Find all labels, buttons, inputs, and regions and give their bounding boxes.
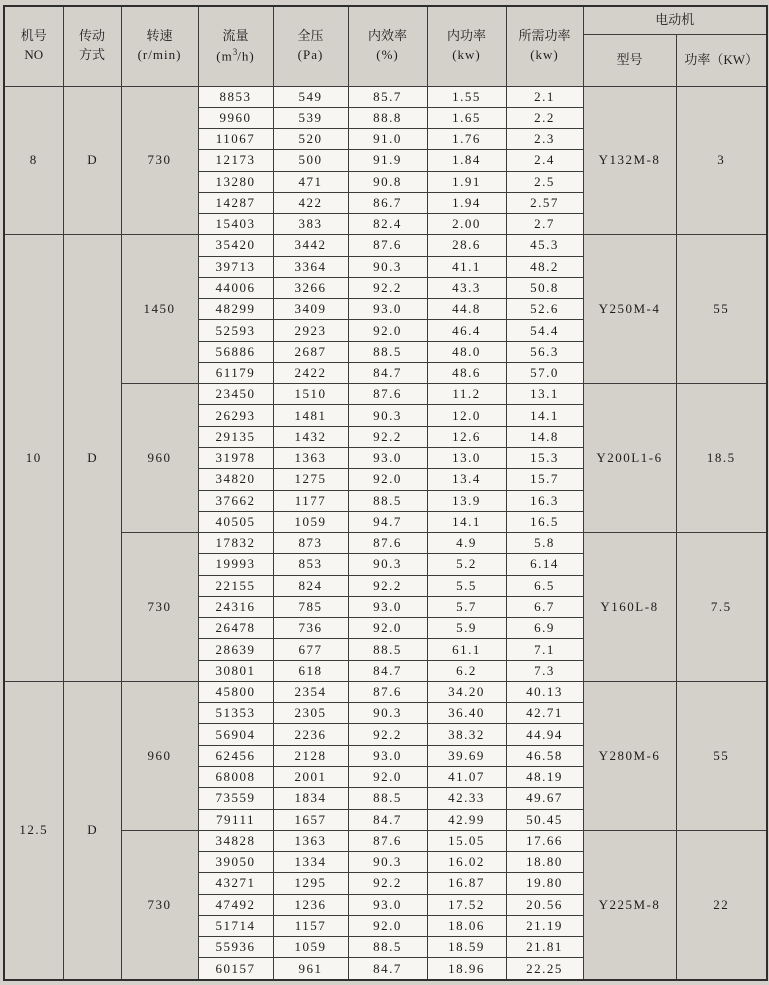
required-power-cell: 42.71	[506, 703, 583, 724]
header-drive	[63, 6, 121, 86]
header-row-top	[4, 6, 767, 34]
flow-cell: 28639	[198, 639, 273, 660]
required-power-cell: 2.7	[506, 214, 583, 235]
internal-power-cell: 43.3	[427, 277, 506, 298]
internal-power-cell: 1.91	[427, 171, 506, 192]
pressure-cell: 1657	[273, 809, 348, 830]
required-power-cell: 52.6	[506, 299, 583, 320]
efficiency-cell: 93.0	[348, 745, 427, 766]
required-power-cell: 21.19	[506, 915, 583, 936]
pressure-cell: 853	[273, 554, 348, 575]
flow-cell: 26293	[198, 405, 273, 426]
header-machine-no	[4, 6, 63, 86]
flow-cell: 51353	[198, 703, 273, 724]
efficiency-cell: 87.6	[348, 533, 427, 554]
motor-power-cell: 55	[676, 235, 767, 384]
efficiency-cell: 86.7	[348, 192, 427, 213]
efficiency-cell: 88.5	[348, 490, 427, 511]
motor-model-cell: Y160L-8	[583, 533, 676, 682]
pressure-cell: 2001	[273, 767, 348, 788]
efficiency-cell: 92.2	[348, 873, 427, 894]
required-power-cell: 54.4	[506, 320, 583, 341]
efficiency-cell: 92.2	[348, 277, 427, 298]
pressure-cell: 471	[273, 171, 348, 192]
speed-cell: 730	[121, 533, 198, 682]
header-flow-unit-prefix: (m	[216, 47, 233, 63]
internal-power-cell: 13.9	[427, 490, 506, 511]
drive-cell: D	[63, 86, 121, 235]
pressure-cell: 1363	[273, 448, 348, 469]
required-power-cell: 18.80	[506, 852, 583, 873]
header-flow-line1: 流量	[222, 27, 249, 43]
speed-cell: 730	[121, 830, 198, 980]
motor-power-cell: 22	[676, 830, 767, 980]
efficiency-cell: 88.5	[348, 639, 427, 660]
header-required-power	[506, 6, 583, 86]
pressure-cell: 1334	[273, 852, 348, 873]
flow-cell: 31978	[198, 448, 273, 469]
flow-cell: 9960	[198, 107, 273, 128]
internal-power-cell: 46.4	[427, 320, 506, 341]
internal-power-cell: 15.05	[427, 830, 506, 851]
efficiency-cell: 93.0	[348, 596, 427, 617]
pressure-cell: 873	[273, 533, 348, 554]
flow-cell: 52593	[198, 320, 273, 341]
header-efficiency-line1: 内效率	[367, 28, 407, 44]
flow-cell: 45800	[198, 681, 273, 702]
pressure-cell: 1275	[273, 469, 348, 490]
pressure-cell: 618	[273, 660, 348, 681]
internal-power-cell: 38.32	[427, 724, 506, 745]
required-power-cell: 45.3	[506, 235, 583, 256]
required-power-cell: 49.67	[506, 788, 583, 809]
header-pressure	[273, 6, 348, 86]
internal-power-cell: 4.9	[427, 533, 506, 554]
required-power-cell: 46.58	[506, 745, 583, 766]
pressure-cell: 422	[273, 192, 348, 213]
machine-no-cell: 12.5	[4, 681, 63, 980]
efficiency-cell: 94.7	[348, 511, 427, 532]
motor-power-cell: 3	[676, 86, 767, 235]
pressure-cell: 383	[273, 214, 348, 235]
pressure-cell: 1157	[273, 915, 348, 936]
internal-power-cell: 18.59	[427, 937, 506, 958]
pressure-cell: 1236	[273, 894, 348, 915]
pressure-cell: 2422	[273, 362, 348, 383]
required-power-cell: 15.3	[506, 448, 583, 469]
speed-cell: 1450	[121, 235, 198, 384]
pressure-cell: 1363	[273, 830, 348, 851]
pressure-cell: 736	[273, 618, 348, 639]
internal-power-cell: 16.02	[427, 852, 506, 873]
flow-cell: 24316	[198, 596, 273, 617]
flow-cell: 62456	[198, 745, 273, 766]
pressure-cell: 1510	[273, 384, 348, 405]
efficiency-cell: 92.2	[348, 575, 427, 596]
internal-power-cell: 48.0	[427, 341, 506, 362]
efficiency-cell: 87.6	[348, 235, 427, 256]
internal-power-cell: 42.33	[427, 788, 506, 809]
pressure-cell: 1177	[273, 490, 348, 511]
flow-cell: 34828	[198, 830, 273, 851]
flow-cell: 48299	[198, 299, 273, 320]
internal-power-cell: 16.87	[427, 873, 506, 894]
table-header	[4, 6, 767, 86]
required-power-cell: 2.2	[506, 107, 583, 128]
pressure-cell: 2236	[273, 724, 348, 745]
pressure-cell: 520	[273, 129, 348, 150]
internal-power-cell: 34.20	[427, 681, 506, 702]
flow-cell: 14287	[198, 192, 273, 213]
internal-power-cell: 44.8	[427, 299, 506, 320]
speed-cell: 960	[121, 384, 198, 533]
required-power-cell: 21.81	[506, 937, 583, 958]
efficiency-cell: 92.2	[348, 724, 427, 745]
required-power-cell: 22.25	[506, 958, 583, 980]
spec-table-body	[4, 86, 767, 980]
internal-power-cell: 39.69	[427, 745, 506, 766]
required-power-cell: 2.3	[506, 129, 583, 150]
header-flow	[198, 6, 273, 86]
pressure-cell: 785	[273, 596, 348, 617]
internal-power-cell: 12.6	[427, 426, 506, 447]
flow-cell: 44006	[198, 277, 273, 298]
internal-power-cell: 36.40	[427, 703, 506, 724]
speed-cell: 960	[121, 681, 198, 830]
required-power-cell: 2.5	[506, 171, 583, 192]
pressure-cell: 1295	[273, 873, 348, 894]
motor-power-cell: 18.5	[676, 384, 767, 533]
flow-cell: 51714	[198, 915, 273, 936]
flow-cell: 17832	[198, 533, 273, 554]
required-power-cell: 50.8	[506, 277, 583, 298]
pressure-cell: 539	[273, 107, 348, 128]
flow-cell: 11067	[198, 129, 273, 150]
header-required-power-unit: (kw)	[530, 47, 559, 63]
efficiency-cell: 87.6	[348, 830, 427, 851]
required-power-cell: 48.19	[506, 767, 583, 788]
required-power-cell: 6.7	[506, 596, 583, 617]
required-power-cell: 7.3	[506, 660, 583, 681]
internal-power-cell: 17.52	[427, 894, 506, 915]
internal-power-cell: 13.0	[427, 448, 506, 469]
required-power-cell: 6.5	[506, 575, 583, 596]
efficiency-cell: 87.6	[348, 384, 427, 405]
efficiency-cell: 93.0	[348, 894, 427, 915]
required-power-cell: 16.5	[506, 511, 583, 532]
efficiency-cell: 88.5	[348, 788, 427, 809]
required-power-cell: 56.3	[506, 341, 583, 362]
efficiency-cell: 92.0	[348, 767, 427, 788]
efficiency-cell: 84.7	[348, 660, 427, 681]
internal-power-cell: 41.1	[427, 256, 506, 277]
table-row	[4, 681, 767, 702]
header-drive-line2: 方式	[78, 47, 105, 63]
required-power-cell: 48.2	[506, 256, 583, 277]
internal-power-cell: 5.7	[427, 596, 506, 617]
flow-cell: 40505	[198, 511, 273, 532]
header-efficiency-unit: (%)	[376, 47, 399, 63]
internal-power-cell: 1.76	[427, 129, 506, 150]
efficiency-cell: 88.5	[348, 937, 427, 958]
drive-cell: D	[63, 681, 121, 980]
motor-power-cell: 7.5	[676, 533, 767, 682]
header-flow-unit-suffix: /h)	[237, 47, 255, 63]
motor-model-cell: Y132M-8	[583, 86, 676, 235]
header-speed	[121, 6, 198, 86]
efficiency-cell: 91.0	[348, 129, 427, 150]
flow-cell: 15403	[198, 214, 273, 235]
efficiency-cell: 91.9	[348, 150, 427, 171]
header-flow-unit	[201, 46, 271, 66]
machine-no-cell: 8	[4, 86, 63, 235]
header-efficiency	[348, 6, 427, 86]
required-power-cell: 57.0	[506, 362, 583, 383]
header-machine-no-line2: NO	[24, 47, 44, 63]
internal-power-cell: 12.0	[427, 405, 506, 426]
efficiency-cell: 87.6	[348, 681, 427, 702]
header-pressure-line1: 全压	[297, 28, 324, 44]
internal-power-cell: 14.1	[427, 511, 506, 532]
efficiency-cell: 90.3	[348, 256, 427, 277]
pressure-cell: 2687	[273, 341, 348, 362]
required-power-cell: 16.3	[506, 490, 583, 511]
required-power-cell: 14.1	[506, 405, 583, 426]
pressure-cell: 1481	[273, 405, 348, 426]
flow-cell: 37662	[198, 490, 273, 511]
efficiency-cell: 85.7	[348, 86, 427, 107]
motor-power-cell: 55	[676, 681, 767, 830]
flow-cell: 30801	[198, 660, 273, 681]
efficiency-cell: 82.4	[348, 214, 427, 235]
flow-cell: 26478	[198, 618, 273, 639]
required-power-cell: 2.4	[506, 150, 583, 171]
flow-cell: 22155	[198, 575, 273, 596]
internal-power-cell: 2.00	[427, 214, 506, 235]
internal-power-cell: 28.6	[427, 235, 506, 256]
pressure-cell: 3409	[273, 299, 348, 320]
flow-cell: 19993	[198, 554, 273, 575]
machine-no-cell: 10	[4, 235, 63, 682]
speed-cell: 730	[121, 86, 198, 235]
efficiency-cell: 88.5	[348, 341, 427, 362]
pressure-cell: 824	[273, 575, 348, 596]
internal-power-cell: 6.2	[427, 660, 506, 681]
internal-power-cell: 1.94	[427, 192, 506, 213]
required-power-cell: 14.8	[506, 426, 583, 447]
flow-cell: 43271	[198, 873, 273, 894]
efficiency-cell: 92.0	[348, 915, 427, 936]
internal-power-cell: 11.2	[427, 384, 506, 405]
required-power-cell: 40.13	[506, 681, 583, 702]
pressure-cell: 1059	[273, 937, 348, 958]
pressure-cell: 500	[273, 150, 348, 171]
flow-cell: 56886	[198, 341, 273, 362]
efficiency-cell: 90.3	[348, 852, 427, 873]
pressure-cell: 2128	[273, 745, 348, 766]
header-drive-line1: 传动	[78, 28, 105, 44]
flow-cell: 35420	[198, 235, 273, 256]
flow-cell: 61179	[198, 362, 273, 383]
pressure-cell: 3266	[273, 277, 348, 298]
pressure-cell: 549	[273, 86, 348, 107]
required-power-cell: 50.45	[506, 809, 583, 830]
flow-cell: 68008	[198, 767, 273, 788]
flow-cell: 29135	[198, 426, 273, 447]
pressure-cell: 1432	[273, 426, 348, 447]
efficiency-cell: 90.3	[348, 554, 427, 575]
flow-cell: 8853	[198, 86, 273, 107]
pressure-cell: 677	[273, 639, 348, 660]
flow-cell: 47492	[198, 894, 273, 915]
flow-cell: 39713	[198, 256, 273, 277]
header-required-power-line1: 所需功率	[518, 28, 571, 44]
required-power-cell: 5.8	[506, 533, 583, 554]
efficiency-cell: 84.7	[348, 362, 427, 383]
flow-cell: 12173	[198, 150, 273, 171]
internal-power-cell: 41.07	[427, 767, 506, 788]
pressure-cell: 2354	[273, 681, 348, 702]
pressure-cell: 2923	[273, 320, 348, 341]
required-power-cell: 44.94	[506, 724, 583, 745]
flow-cell: 23450	[198, 384, 273, 405]
efficiency-cell: 90.3	[348, 703, 427, 724]
header-speed-unit: (r/min)	[137, 47, 182, 63]
pressure-cell: 1059	[273, 511, 348, 532]
internal-power-cell: 18.96	[427, 958, 506, 980]
flow-cell: 60157	[198, 958, 273, 980]
efficiency-cell: 90.8	[348, 171, 427, 192]
required-power-cell: 19.80	[506, 873, 583, 894]
header-motor-model: 型号	[583, 34, 676, 86]
flow-cell: 13280	[198, 171, 273, 192]
flow-cell: 56904	[198, 724, 273, 745]
pressure-cell: 3364	[273, 256, 348, 277]
internal-power-cell: 18.06	[427, 915, 506, 936]
required-power-cell: 17.66	[506, 830, 583, 851]
pressure-cell: 961	[273, 958, 348, 980]
efficiency-cell: 92.0	[348, 320, 427, 341]
internal-power-cell: 61.1	[427, 639, 506, 660]
flow-cell: 73559	[198, 788, 273, 809]
internal-power-cell: 48.6	[427, 362, 506, 383]
efficiency-cell: 92.2	[348, 426, 427, 447]
motor-model-cell: Y280M-6	[583, 681, 676, 830]
efficiency-cell: 92.0	[348, 469, 427, 490]
header-motor-group: 电动机	[583, 6, 767, 34]
efficiency-cell: 90.3	[348, 405, 427, 426]
pressure-cell: 2305	[273, 703, 348, 724]
internal-power-cell: 5.2	[427, 554, 506, 575]
motor-model-cell: Y250M-4	[583, 235, 676, 384]
header-pressure-unit: (Pa)	[297, 47, 324, 63]
efficiency-cell: 84.7	[348, 809, 427, 830]
required-power-cell: 20.56	[506, 894, 583, 915]
fan-spec-table	[3, 5, 768, 981]
internal-power-cell: 1.84	[427, 150, 506, 171]
header-machine-no-line1: 机号	[20, 28, 47, 44]
header-internal-power-line1: 内功率	[446, 28, 486, 44]
pressure-cell: 1834	[273, 788, 348, 809]
header-motor-power: 功率（KW）	[676, 34, 767, 86]
efficiency-cell: 84.7	[348, 958, 427, 980]
efficiency-cell: 93.0	[348, 448, 427, 469]
internal-power-cell: 1.55	[427, 86, 506, 107]
internal-power-cell: 1.65	[427, 107, 506, 128]
efficiency-cell: 92.0	[348, 618, 427, 639]
efficiency-cell: 93.0	[348, 299, 427, 320]
pressure-cell: 3442	[273, 235, 348, 256]
motor-model-cell: Y225M-8	[583, 830, 676, 980]
header-speed-line1: 转速	[146, 28, 173, 44]
required-power-cell: 7.1	[506, 639, 583, 660]
drive-cell: D	[63, 235, 121, 682]
header-internal-power-unit: (kw)	[452, 47, 481, 63]
motor-model-cell: Y200L1-6	[583, 384, 676, 533]
internal-power-cell: 5.9	[427, 618, 506, 639]
flow-cell: 39050	[198, 852, 273, 873]
flow-cell: 55936	[198, 937, 273, 958]
required-power-cell: 2.1	[506, 86, 583, 107]
internal-power-cell: 13.4	[427, 469, 506, 490]
required-power-cell: 13.1	[506, 384, 583, 405]
required-power-cell: 6.14	[506, 554, 583, 575]
flow-cell: 34820	[198, 469, 273, 490]
table-row	[4, 86, 767, 107]
required-power-cell: 6.9	[506, 618, 583, 639]
internal-power-cell: 5.5	[427, 575, 506, 596]
table-row	[4, 235, 767, 256]
efficiency-cell: 88.8	[348, 107, 427, 128]
required-power-cell: 15.7	[506, 469, 583, 490]
header-internal-power	[427, 6, 506, 86]
internal-power-cell: 42.99	[427, 809, 506, 830]
required-power-cell: 2.57	[506, 192, 583, 213]
header-flow-unit-sup: 3	[232, 46, 238, 57]
flow-cell: 79111	[198, 809, 273, 830]
